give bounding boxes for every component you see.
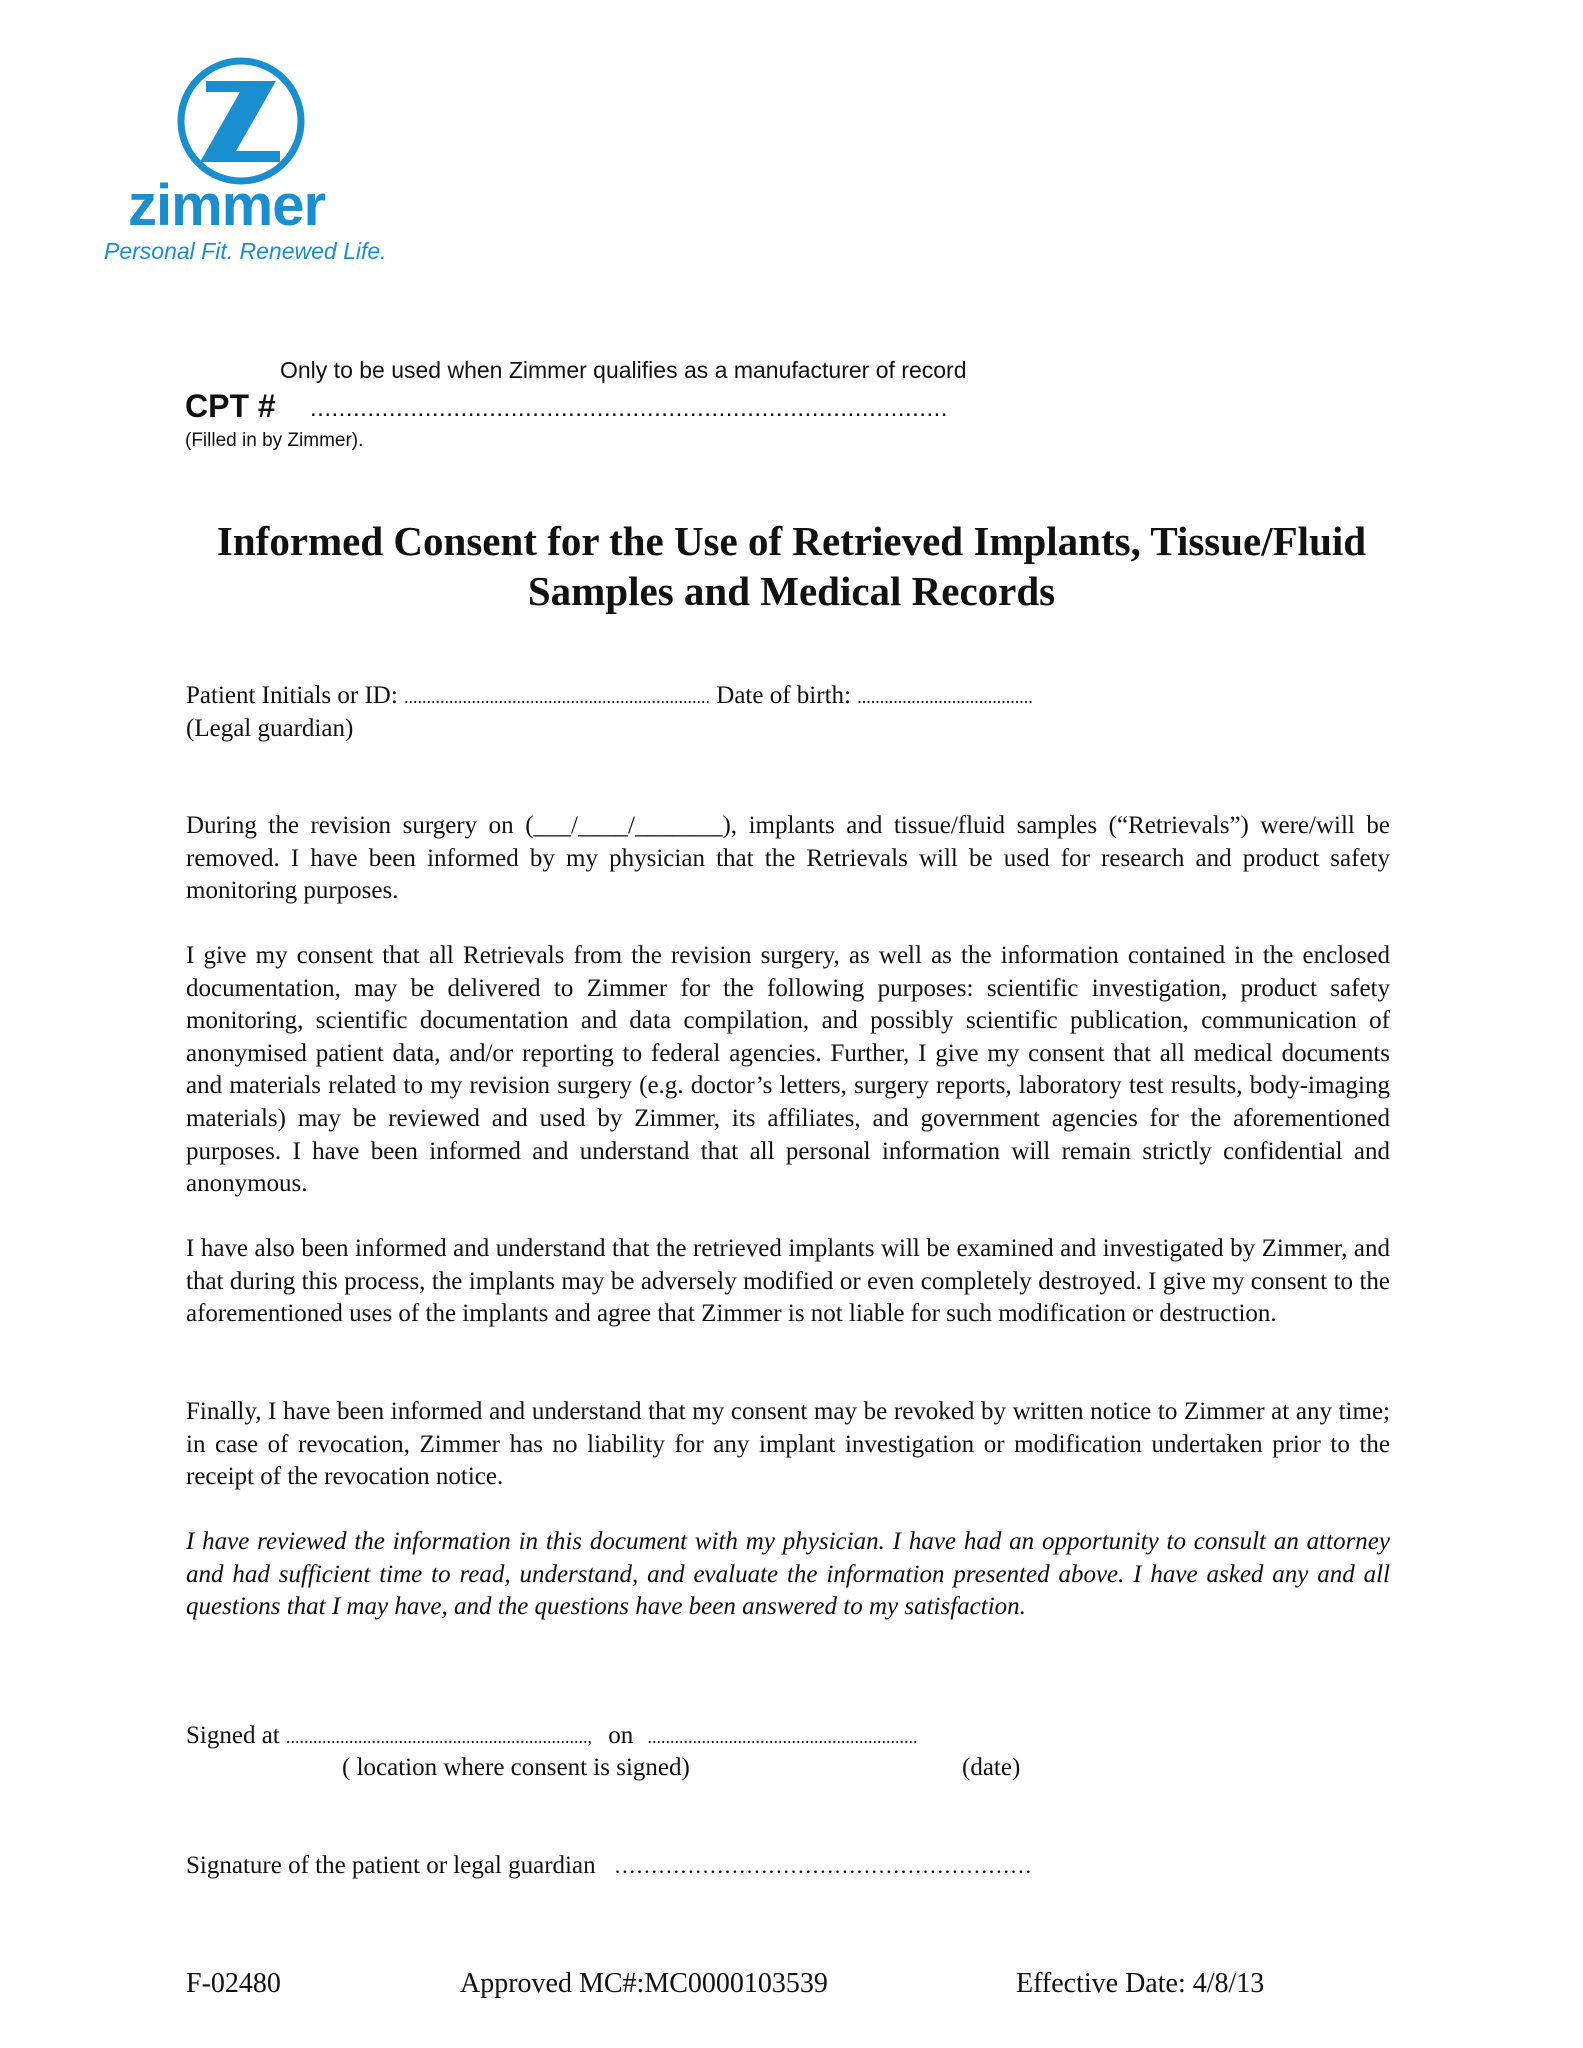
signed-at-row bbox=[186, 1720, 918, 1753]
filled-by-note: (Filled in by Zimmer). bbox=[185, 430, 364, 451]
patient-info-row bbox=[186, 680, 1033, 713]
cpt-label: CPT # bbox=[185, 388, 276, 424]
patient-initials-label: Patient Initials or ID: bbox=[186, 682, 398, 709]
manufacturer-notice: Only to be used when Zimmer qualifies as a manufacturer of record bbox=[280, 357, 967, 383]
zimmer-z-emblem-icon bbox=[176, 56, 306, 186]
on-label: on bbox=[608, 1722, 634, 1749]
zimmer-logo bbox=[176, 56, 306, 186]
patient-initials-field[interactable]: .................................................................... bbox=[404, 687, 711, 707]
effective-date: Effective Date: 4/8/13 bbox=[1016, 1968, 1265, 1999]
approval-number: Approved MC#:MC0000103539 bbox=[460, 1968, 828, 1999]
legal-guardian-note: (Legal guardian) bbox=[186, 715, 354, 742]
signed-at-field[interactable]: ..................................................................., bbox=[286, 1727, 592, 1747]
paragraph-revision-surgery: During the revision surgery on (___/____/_______), implants and tissue/fluid samples (“Retrievals”) were/will be removed. I have been informed by my physician that the Retrievals will be used for research and product safety monitoring purposes. bbox=[186, 812, 1390, 905]
paragraph-acknowledgement: I have reviewed the information in this document with my physician. I have had an opportunity to consult an attorney and had sufficient time to read, understand, and evaluate the information presented above. I have asked any and all questions that I may have, and the questions have been answered to my satisfaction. bbox=[186, 1528, 1390, 1621]
dob-field[interactable]: ....................................... bbox=[857, 687, 1033, 707]
date-caption: (date) bbox=[962, 1754, 1021, 1781]
signature-label: Signature of the patient or legal guardian bbox=[186, 1852, 596, 1879]
paragraph-consent-retrievals: I give my consent that all Retrievals from the revision surgery, as well as the information contained in the enclosed documentation, may be delivered to Zimmer for the following purposes: scientific investigation, product safety monitoring, scientific documentation and data compilation, and possibly scientific publication, communication of anonymised patient data, and/or reporting to federal agencies. Further, I give my consent that all medical documents and materials related to my revision surgery (e.g. doctor’s letters, surgery reports, laboratory test results, body-imaging materials) may be reviewed and used by Zimmer, its affiliates, and government agencies for the aforementioned purposes. I have been informed and understand that all personal information will remain strictly confidential and anonymous. bbox=[186, 942, 1390, 1198]
brand-name: zimmer bbox=[128, 173, 326, 238]
signature-row bbox=[186, 1850, 1032, 1882]
date-field[interactable]: ............................................................ bbox=[647, 1727, 918, 1747]
signature-field[interactable]: ………………………………………………… bbox=[613, 1853, 1032, 1878]
signed-at-label: Signed at bbox=[186, 1722, 280, 1749]
cpt-field[interactable]: ......................................................................................... bbox=[310, 395, 948, 422]
document-title bbox=[0, 516, 1583, 616]
location-caption: ( location where consent is signed) bbox=[342, 1754, 690, 1781]
form-id: F-02480 bbox=[186, 1968, 281, 1999]
paragraph-implant-examination: I have also been informed and understand that the retrieved implants will be examined and investigated by Zimmer, and that during this process, the implants may be adversely modified or even completely destroyed. I give my consent to the aforementioned uses of the implants and agree that Zimmer is not liable for such modification or destruction. bbox=[186, 1235, 1390, 1328]
title-line-2: Samples and Medical Records bbox=[527, 568, 1056, 614]
brand-tagline: Personal Fit. Renewed Life. bbox=[104, 238, 387, 264]
title-line-1: Informed Consent for the Use of Retrieved Implants, Tissue/Fluid bbox=[216, 518, 1367, 564]
paragraph-revocation: Finally, I have been informed and understand that my consent may be revoked by written notice to Zimmer at any time; in case of revocation, Zimmer has no liability for any implant investigation or modification undertaken prior to the receipt of the revocation notice. bbox=[186, 1398, 1390, 1491]
dob-label: Date of birth: bbox=[716, 682, 851, 709]
